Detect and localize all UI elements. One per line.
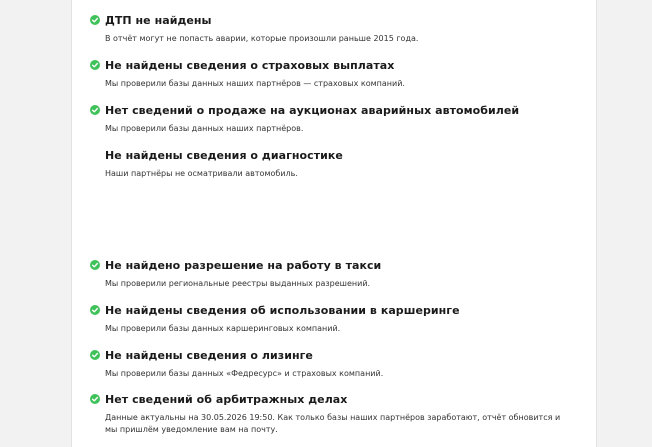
- check-circle-icon: [90, 60, 100, 70]
- report-item-insurance-payments: [90, 59, 580, 90]
- check-circle-icon: [90, 305, 100, 315]
- item-title: Нет сведений об арбитражных делах: [105, 393, 348, 406]
- item-title: Не найдены сведения об использовании в каршеринге: [105, 304, 460, 317]
- item-title: Нет сведений о продаже на аукционах аварийных автомобилей: [105, 104, 520, 117]
- check-circle-icon: [90, 260, 100, 270]
- item-description: Мы проверили базы данных наших партнёров — страховых компаний.: [105, 79, 405, 88]
- item-description: Мы проверили базы данных каршеринговых компаний.: [105, 324, 341, 333]
- check-circle-icon: [90, 15, 100, 25]
- check-circle-icon: [90, 105, 100, 115]
- report-item-carsharing: [90, 304, 580, 335]
- item-description: В отчёт могут не попасть аварии, которые произошли раньше 2015 года.: [105, 34, 419, 43]
- check-circle-icon: [90, 350, 100, 360]
- item-title: Не найдены сведения о диагностике: [105, 149, 343, 162]
- item-description: Наши партнёры не осматривали автомобиль.: [105, 169, 298, 178]
- item-title: Не найдены сведения о лизинге: [105, 349, 313, 362]
- report-item-arbitration: [90, 393, 580, 436]
- item-title: ДТП не найдены: [105, 14, 212, 27]
- item-title: Не найдено разрешение на работу в такси: [105, 259, 382, 272]
- report-item-accidents: [90, 14, 580, 45]
- item-title: Не найдены сведения о страховых выплатах: [105, 59, 395, 72]
- item-description: Мы проверили региональные реестры выданных разрешений.: [105, 279, 371, 288]
- report-item-leasing: [90, 349, 580, 380]
- report-item-taxi: [90, 259, 580, 290]
- check-circle-icon: [90, 394, 100, 404]
- report-item-auctions: [90, 104, 580, 135]
- item-description: Мы проверили базы данных наших партнёров.: [105, 124, 304, 133]
- item-description: Данные актуальны на 30.05.2026 19:50. Как только базы наших партнёров заработают, отчёт обновится и мы пришлём уведомление вам на почту.: [105, 413, 561, 434]
- report-item-diagnostics: [90, 149, 580, 180]
- item-description: Мы проверили базы данных «Федресурс» и страховых компаний.: [105, 369, 384, 378]
- report-card: [71, 0, 597, 447]
